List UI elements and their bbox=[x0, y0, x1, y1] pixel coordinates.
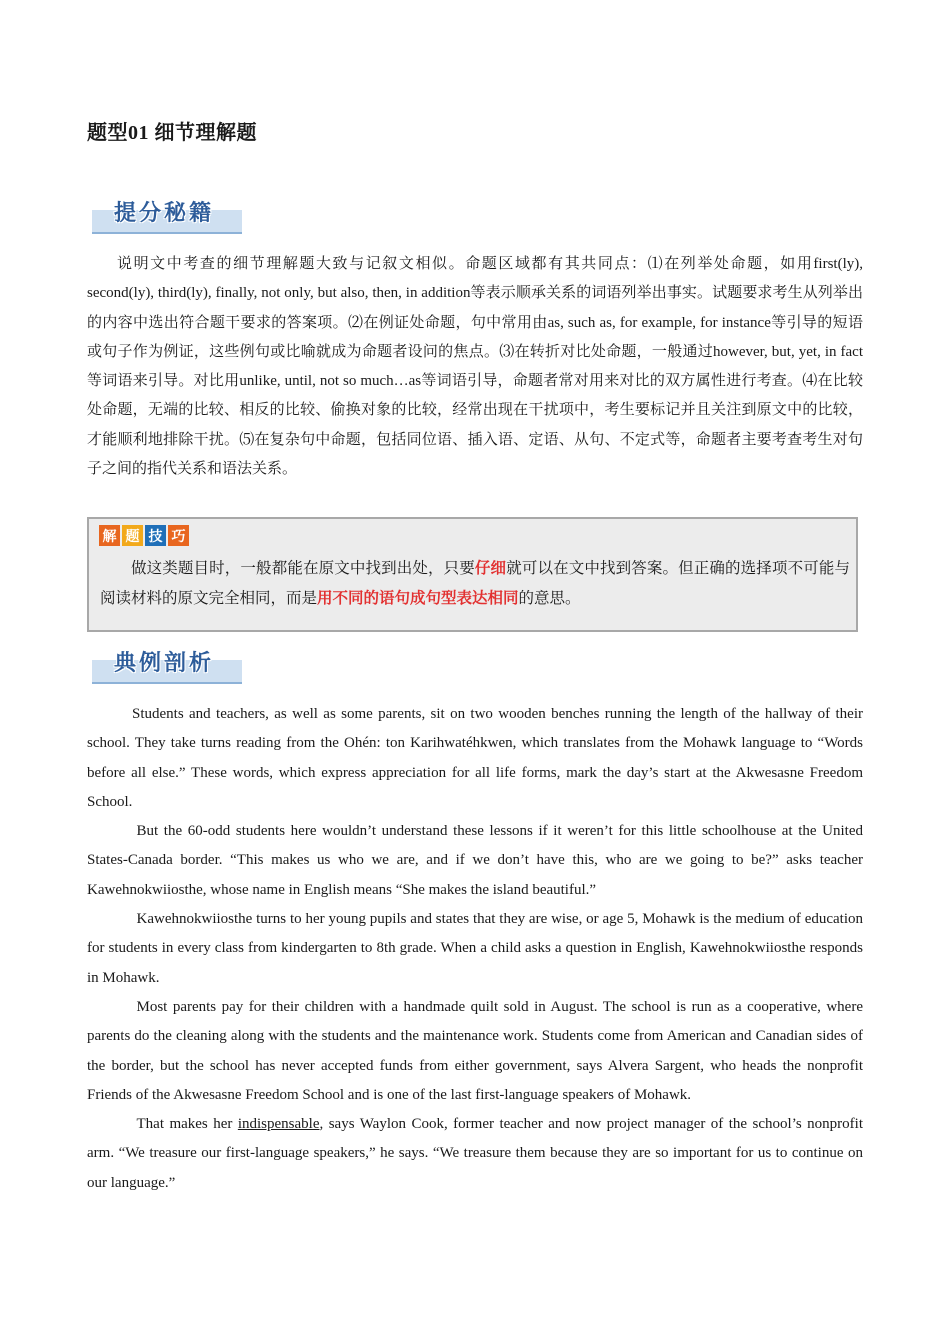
page-title: 题型01 细节理解题 bbox=[87, 122, 257, 144]
tip-badge: 技 bbox=[145, 525, 166, 546]
reading-passage bbox=[87, 700, 863, 1198]
tip-badge: 解 bbox=[99, 525, 120, 546]
tip-badges bbox=[99, 525, 189, 546]
tip-badge: 巧 bbox=[168, 525, 189, 546]
passage-paragraph: Most parents pay for their children with a handmade quilt sold in August. The school is run as a cooperative, where parents do the cleaning along with the students and the maintenance work. Students come from American and Canadian sides of the border, but the school has never accepted funds from either government, says Alvera Sargent, who heads the nonprofit Friends of the Akwesasne Freedom School and is one of the last first-language speakers of Mohawk. bbox=[87, 998, 863, 1103]
underlined-word: indispensable bbox=[237, 1116, 320, 1133]
section-banner-examples bbox=[92, 646, 242, 686]
tip-highlight: 用不同的语句成句型表达相同 bbox=[317, 589, 519, 607]
passage-text: , says Waylon Cook, former teacher and now project manager of the school’s nonprofit arm. “We treasure our first-language speakers,” he says. “We treasure them because they are so important for us to continue on our language.” bbox=[87, 1116, 863, 1191]
intro-paragraph: 说明文中考查的细节理解题大致与记叙文相似。命题区域都有其共同点：⑴在列举处命题，如用first(ly), second(ly), third(ly), finally, not only, but also, then, in addition等表示顺承关系的词语列举出事实。试题要求考生从列举出的内容中选出符合题干要求的答案项。⑵在例证处命题，句中常用由as, such as, for example, for instance等引导的短语或句子作为例证，这些例句或比喻就成为命题者设问的焦点。⑶在转折对比处命题，一般通过however, but, yet, in fact等词语来引导。对比用unlike, until, not so much…as等词语引导，命题者常对用来对比的双方属性进行考查。⑷在比较处命题，无端的比较、相反的比较、偷换对象的比较，经常出现在干扰项中，考生要标记并且关注到原文中的比较，才能顺利地排除干扰。⑸在复杂句中命题，包括同位语、插入语、定语、从句、不定式等，命题者主要考查考生对句子之间的指代关系和语法关系。 bbox=[87, 256, 863, 478]
section-title: 提分秘籍 bbox=[114, 201, 215, 226]
tip-box bbox=[87, 517, 858, 632]
passage-paragraph bbox=[87, 1110, 863, 1198]
tip-text-part: 做这类题目时，一般都能在原文中找到出处，只要 bbox=[131, 560, 475, 577]
passage-paragraph: Students and teachers, as well as some parents, sit on two wooden benches running the length of the hallway of their school. They take turns reading from the Ohén: ton Karihwatéhkwen, which translates from the Mohawk language to “Words before all else.” These words, which express appreciation for all life forms, mark the day’s start at the Akwesasne Freedom School. bbox=[87, 706, 863, 810]
tip-text-part: 就可以在文中找到答案。但正确的选择项不可能与阅读材料的原文完全相同，而是 bbox=[100, 560, 850, 607]
tip-highlight: 仔细 bbox=[474, 560, 507, 577]
tip-text-part: 的意思。 bbox=[518, 589, 581, 607]
passage-paragraph: Kawehnokwiiosthe turns to her young pupils and states that they are wise, or age 5, Mohawk is the medium of education for students in every class from kindergarten to 8th grade. When a child asks a question in English, Kawehnokwiiosthe responds in Mohawk. bbox=[87, 911, 863, 986]
banner-underline bbox=[92, 682, 242, 684]
tip-text bbox=[100, 554, 850, 613]
banner-underline bbox=[92, 232, 242, 234]
section-title: 典例剖析 bbox=[114, 651, 215, 676]
section-banner-tips bbox=[92, 196, 242, 236]
passage-text: That makes her bbox=[136, 1116, 238, 1133]
passage-paragraph: But the 60-odd students here wouldn’t understand these lessons if it weren’t for this little schoolhouse at the United States-Canada border. “This makes us who we are, and if we don’t have this, who are we going to be?” asks teacher Kawehnokwiiosthe, whose name in English means “She makes the island beautiful.” bbox=[87, 823, 863, 898]
tip-badge: 题 bbox=[122, 525, 143, 546]
